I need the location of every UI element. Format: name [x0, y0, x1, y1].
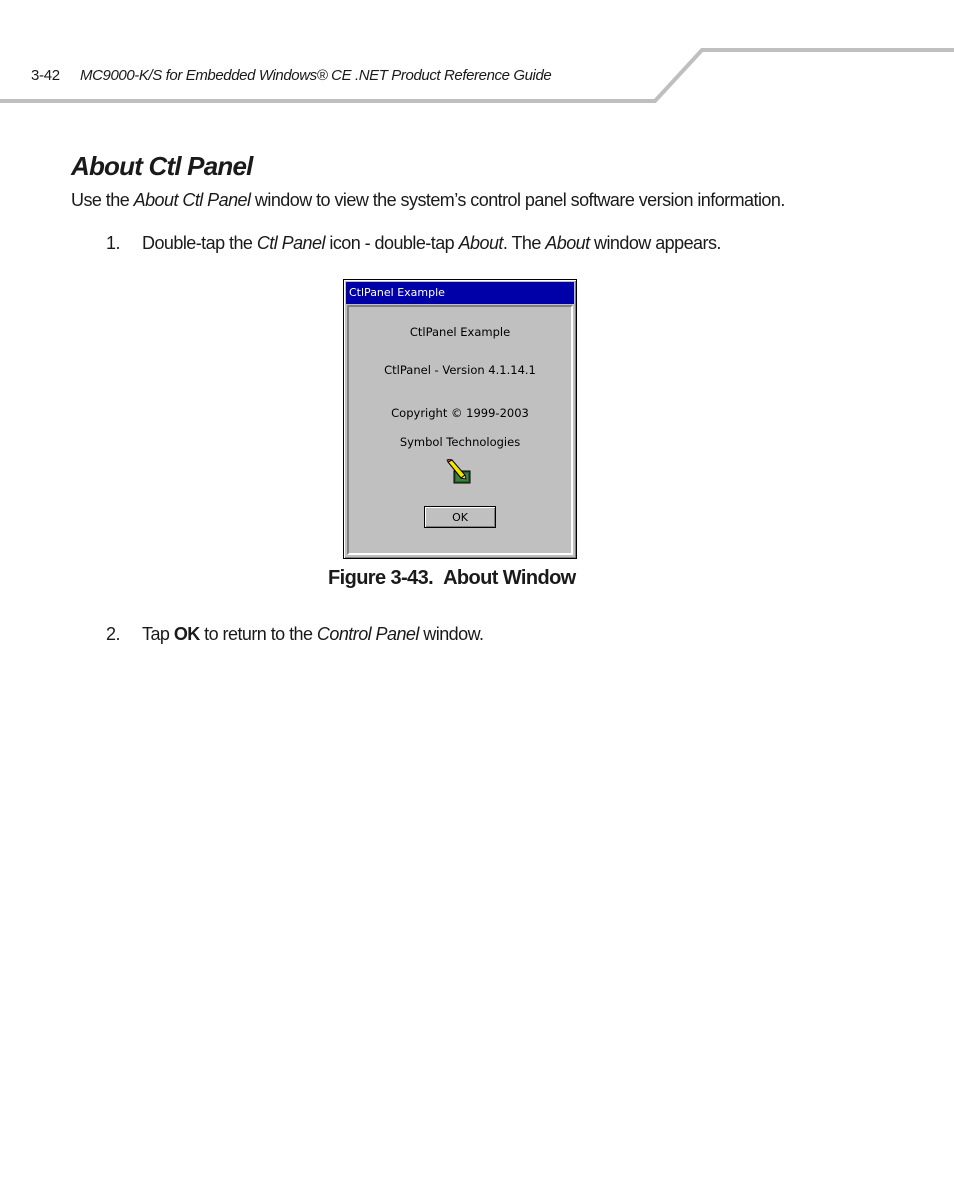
- step-emph: Control Panel: [316, 624, 419, 644]
- guide-title: MC9000-K/S for Embedded Windows® CE .NET Product Reference Guide: [80, 67, 552, 84]
- step-text-part: . The: [502, 233, 546, 253]
- step-text-part: window appears.: [589, 233, 721, 253]
- dialog-version: CtlPanel - Version 4.1.14.1: [384, 363, 536, 377]
- dialog-client-area: [347, 305, 573, 555]
- dialog-copyright: Copyright © 1999-2003: [391, 406, 529, 420]
- intro-text-prefix: Use the: [71, 190, 134, 210]
- dialog-titlebar: CtlPanel Example: [346, 282, 574, 304]
- intro-paragraph: [71, 190, 785, 211]
- intro-text-suffix: window to view the system’s control panel software version information.: [250, 190, 785, 210]
- step-text-part: Tap: [142, 624, 174, 644]
- page-number: 3-42: [31, 67, 60, 84]
- dialog-app-name: CtlPanel Example: [409, 325, 511, 339]
- step-number: 1.: [106, 233, 120, 253]
- about-dialog: [343, 279, 577, 559]
- step-emph: About: [458, 233, 503, 253]
- step-text-part: icon - double-tap: [324, 233, 459, 253]
- step-text-part: Double-tap the: [142, 233, 257, 253]
- ok-button[interactable]: OK: [424, 506, 496, 528]
- pencil-icon: [446, 459, 474, 487]
- step-bold: OK: [173, 624, 200, 644]
- dialog-company: Symbol Technologies: [399, 435, 521, 449]
- step-emph: Ctl Panel: [256, 233, 325, 253]
- step-text: [142, 624, 483, 645]
- step-text-part: window.: [418, 624, 484, 644]
- step-text-part: to return to the: [199, 624, 317, 644]
- header-rule: [0, 0, 954, 110]
- step-number: 2.: [106, 624, 120, 644]
- intro-emph: About Ctl Panel: [133, 190, 251, 210]
- step-text: [142, 233, 721, 254]
- section-heading: About Ctl Panel: [71, 151, 253, 181]
- figure-title: About Window: [443, 567, 576, 589]
- step-emph: About: [545, 233, 590, 253]
- figure-label: Figure 3-43.: [328, 567, 434, 589]
